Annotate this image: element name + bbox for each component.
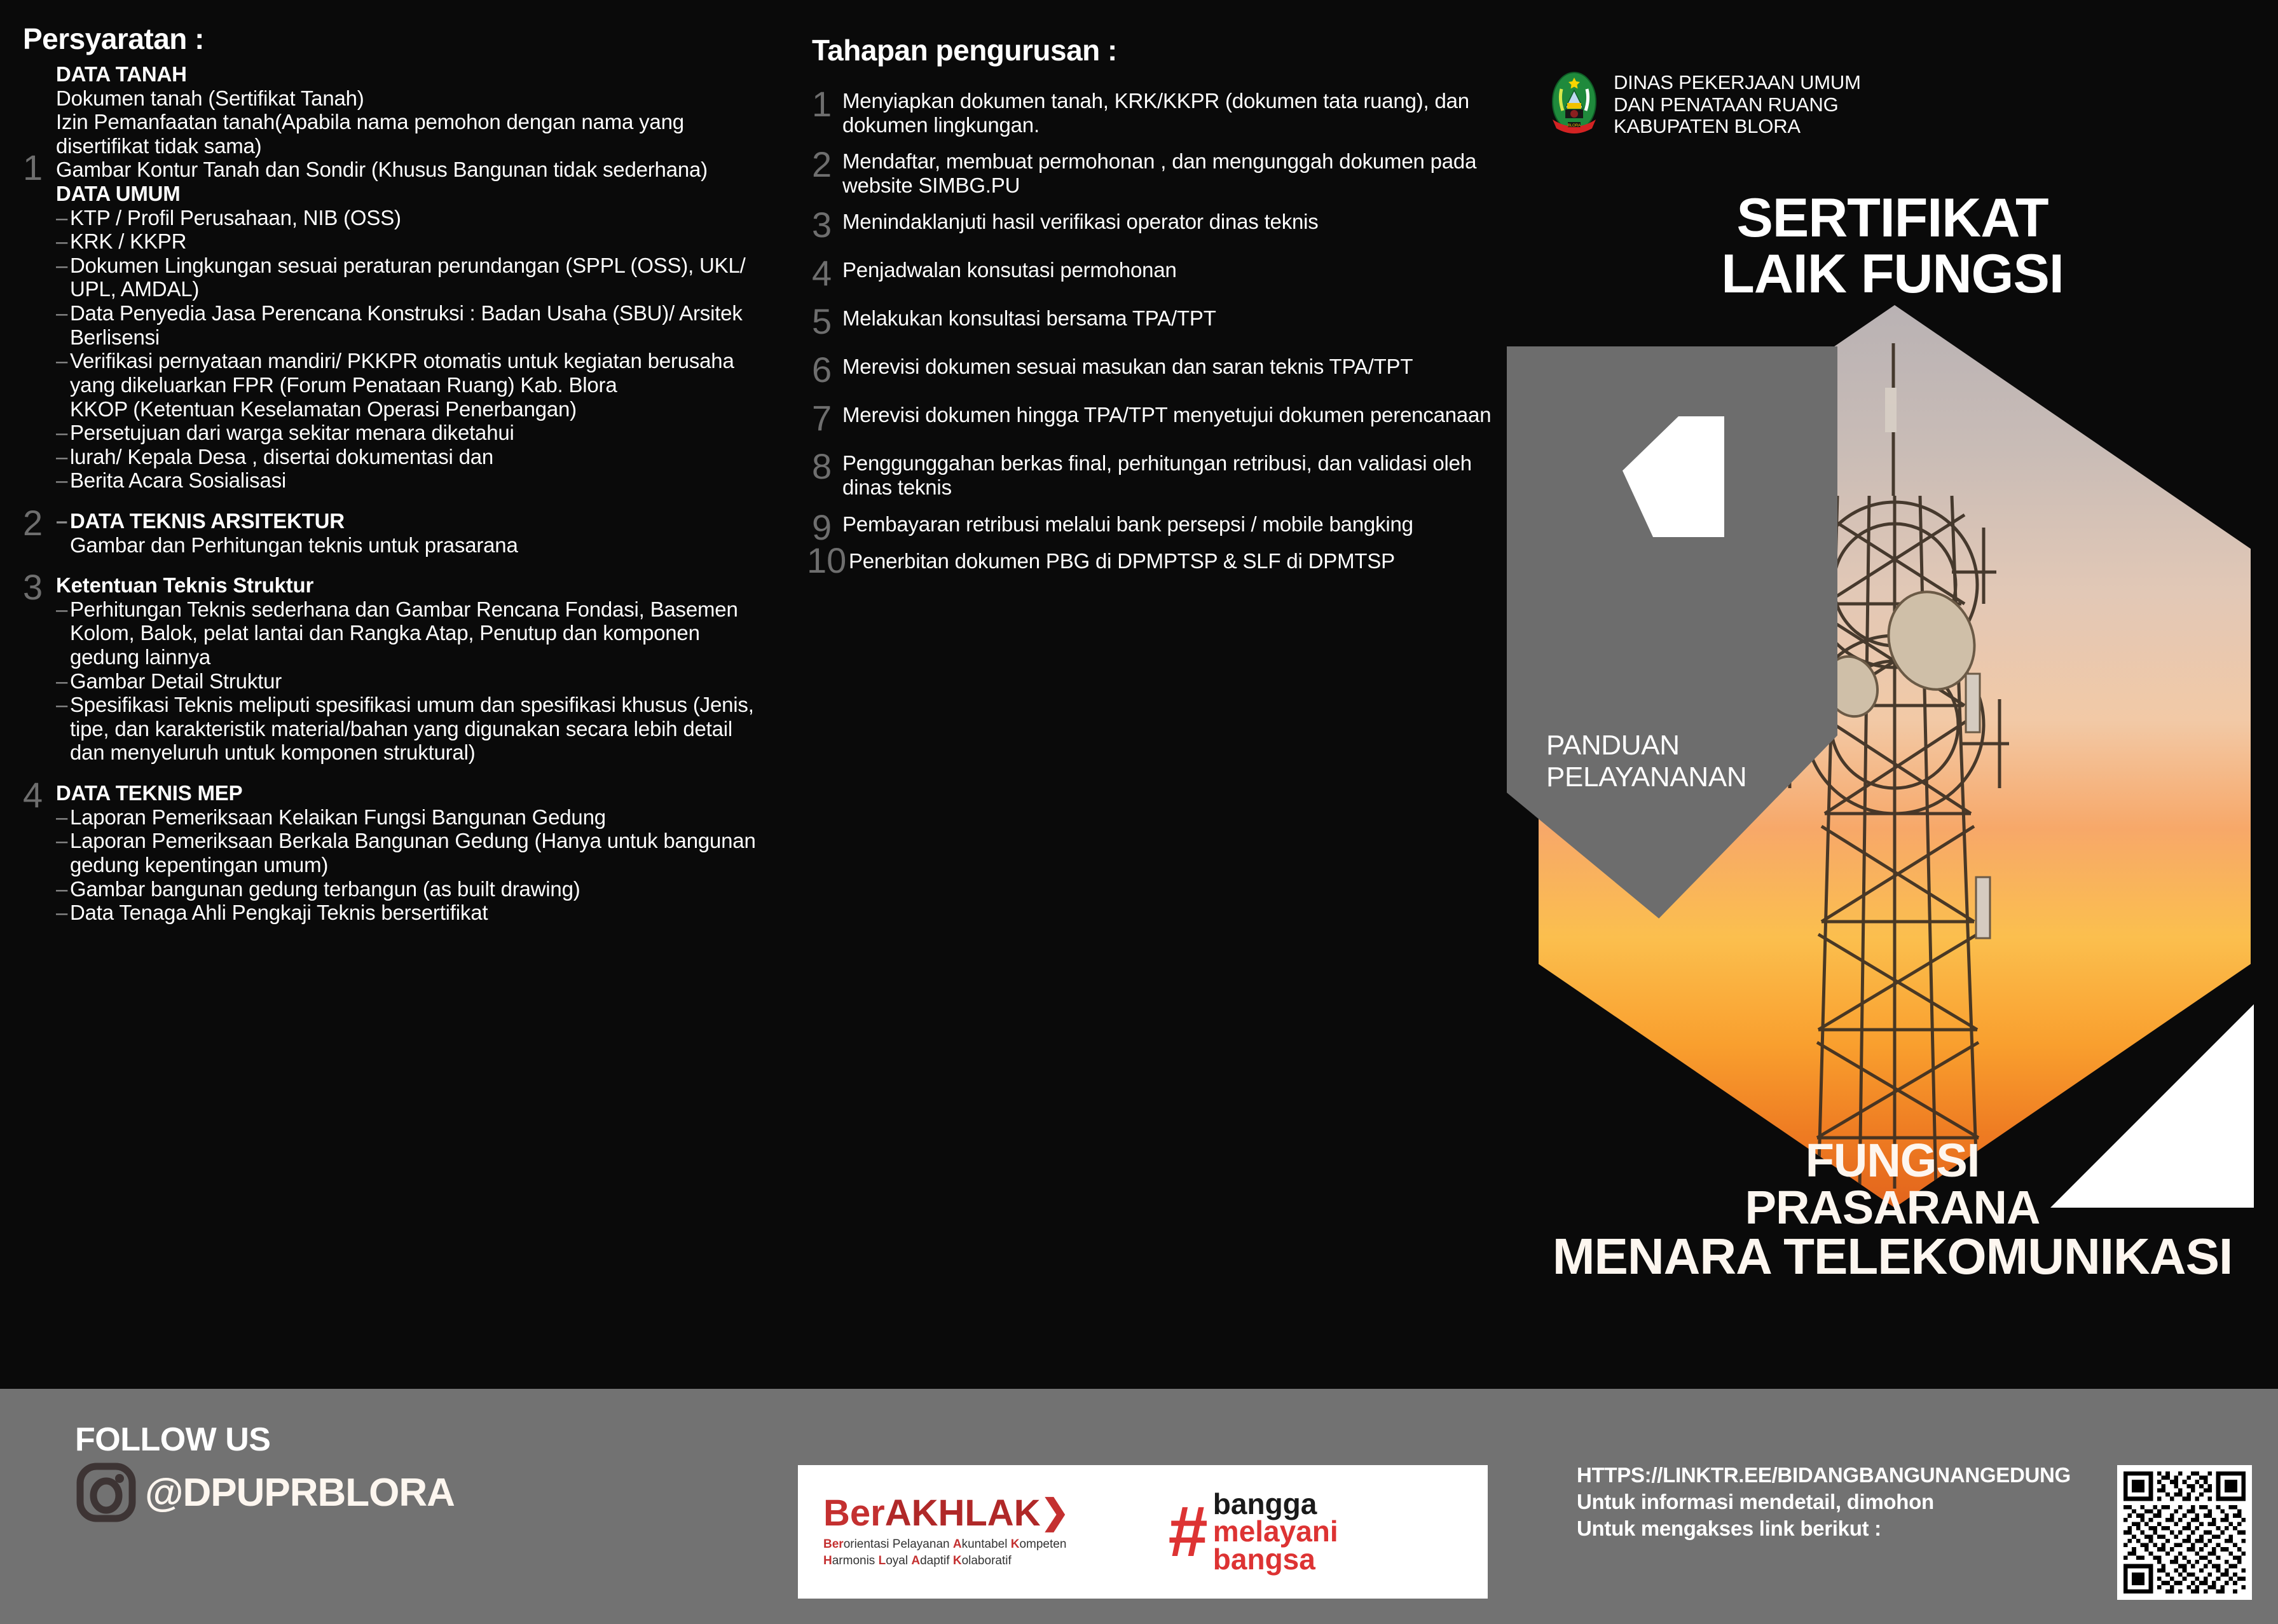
list-item: – Persetujuan dari warga sekitar menara diketahui — [56, 421, 763, 445]
berakhlak-akhlak: AKHLAK — [884, 1492, 1041, 1534]
link-note-1: Untuk informasi mendetail, dimohon — [1577, 1490, 1934, 1514]
list-item: – Laporan Pemeriksaan Kelaikan Fungsi Bangunan Gedung — [56, 805, 763, 829]
step-text: Merevisi dokumen hingga TPA/TPT menyetujui dokumen perencanaan — [842, 403, 1492, 427]
group-1-items — [56, 206, 763, 493]
blora-regency-crest-icon — [1546, 70, 1602, 140]
step-text: Menyiapkan dokumen tanah, KRK/KKPR (dokumen tata ruang), dan dokumen lingkungan. — [842, 89, 1469, 137]
group-1-head-1: Dokumen tanah (Sertifikat Tanah) — [56, 86, 364, 110]
step-number: 9 — [812, 507, 832, 547]
instagram-row[interactable] — [75, 1461, 455, 1524]
group-1-head-3: Gambar Kontur Tanah dan Sondir (Khusus Bangunan tidak sederhana) — [56, 158, 708, 182]
step-text: Merevisi dokumen sesuai masukan dan saran teknis TPA/TPT — [842, 355, 1413, 379]
qr-code[interactable] — [2117, 1465, 2252, 1600]
step-number: 10 — [807, 540, 847, 580]
list-item: – Gambar bangunan gedung terbangun (as built drawing) — [56, 877, 763, 901]
list-item: – Laporan Pemeriksaan Berkala Bangunan Gedung (Hanya untuk bangunan gedung kepentingan umum) — [56, 829, 763, 877]
bangga-line-3: bangsa — [1212, 1542, 1315, 1576]
list-item: – Spesifikasi Teknis meliputi spesifikasi umum dan spesifikasi khusus (Jenis, tipe, dan karakteristik material/bahan yang digunakan secara lebih detail dan menyeluruh untuk komponen struktural) — [56, 693, 763, 765]
list-item: – KTP / Profil Perusahaan, NIB (OSS) — [56, 206, 763, 230]
step-number: 4 — [812, 253, 832, 294]
group-2-title: – DATA TEKNIS ARSITEKTUR — [56, 509, 763, 533]
cover-title: SERTIFIKAT LAIK FUNGSI — [1721, 188, 2064, 304]
list-item: – lurah/ Kepala Desa , disertai dokumentasi dan — [56, 445, 763, 469]
link-note-2: Untuk mengakses link berikut : — [1577, 1517, 1881, 1541]
process-heading: Tahapan pengurusan : — [812, 34, 1117, 67]
subject-line-2: PRASARANA — [1745, 1181, 2040, 1234]
step-text: Melakukan konsultasi bersama TPA/TPT — [842, 306, 1216, 331]
process-step — [812, 144, 1494, 197]
subject-line-1: FUNGSI — [1805, 1134, 1980, 1187]
list-item: – Gambar Detail Struktur — [56, 669, 763, 693]
process-step — [812, 446, 1494, 500]
step-text: Pembayaran retribusi melalui bank persepsi / mobile bangking — [842, 512, 1413, 536]
subject-line-3: MENARA TELEKOMUNIKASI — [1552, 1228, 2233, 1285]
process-step — [807, 540, 1494, 585]
step-text: Penjadwalan konsutasi permohonan — [842, 258, 1177, 282]
list-item: – Berita Acara Sosialisasi — [56, 468, 763, 493]
department-name: DINAS PEKERJAAN UMUM DAN PENATAAN RUANG KABUPATEN BLORA — [1614, 71, 1861, 138]
bangga-line-1: bangga — [1212, 1487, 1317, 1521]
list-item: – Data Tenaga Ahli Pengkaji Teknis bersertifikat — [56, 901, 763, 925]
group-number-3: 3 — [23, 567, 43, 608]
instagram-icon — [75, 1461, 137, 1524]
hashtag-icon: # — [1168, 1492, 1208, 1572]
berakhlak-logo — [798, 1492, 1143, 1569]
step-number: 1 — [812, 84, 832, 124]
berakhlak-tagline: Berorientasi Pelayanan Akuntabel Kompeten Harmonis Loyal Adaptif Kolaboratif — [823, 1537, 1067, 1567]
group-number-2: 2 — [23, 502, 43, 543]
group-2-items — [56, 509, 763, 533]
group-1-head-4: DATA UMUM — [56, 182, 181, 206]
partner-logos-card — [798, 1465, 1488, 1599]
requirement-group-4 — [23, 775, 763, 925]
group-4-items — [56, 805, 763, 925]
step-number: 5 — [812, 301, 832, 342]
berakhlak-ber: Ber — [823, 1492, 885, 1534]
list-item: – Perhitungan Teknis sederhana dan Gambar Rencana Fondasi, Basemen Kolom, Balok, pelat lantai dan Rangka Atap, Penutup dan komponen gedung lainnya — [56, 597, 763, 669]
step-text: Penerbitan dokumen PBG di DPMPTSP & SLF di DPMTSP — [849, 549, 1395, 573]
list-item: – Data Penyedia Jasa Perencana Konstruksi : Badan Usaha (SBU)/ Arsitek Berlisensi — [56, 301, 763, 349]
group-number-1: 1 — [23, 147, 43, 188]
process-step — [812, 253, 1494, 294]
follow-us-label: FOLLOW US — [75, 1421, 271, 1458]
requirements-column — [0, 0, 782, 1389]
svg-text:BLORA: BLORA — [1567, 124, 1581, 128]
step-number: 7 — [812, 398, 832, 439]
step-number: 6 — [812, 350, 832, 390]
cover-subject-title — [1507, 1134, 2278, 1285]
step-number: 8 — [812, 446, 832, 487]
step-text: Mendaftar, membuat permohonan , dan mengunggah dokumen pada website SIMBG.PU — [842, 149, 1477, 197]
instagram-handle: @DPUPRBLORA — [145, 1470, 455, 1515]
bangga-melayani-bangsa-logo — [1143, 1487, 1488, 1576]
requirements-heading: Persyaratan : — [23, 22, 204, 55]
process-step — [812, 398, 1494, 439]
panduan-label: PANDUAN PELAYANANAN — [1546, 730, 1747, 793]
department-logo-row — [1546, 70, 1861, 140]
cover-panel — [1507, 0, 2278, 1389]
linktree-url[interactable]: HTTPS://LINKTR.EE/BIDANGBANGUNANGEDUNG — [1577, 1463, 2071, 1487]
requirement-group-1 — [23, 62, 763, 493]
process-step — [812, 301, 1494, 342]
group-2-subtitle: Gambar dan Perhitungan teknis untuk prasarana — [70, 533, 518, 557]
process-step — [812, 350, 1494, 390]
step-text: Menindaklanjuti hasil verifikasi operator dinas teknis — [842, 210, 1319, 234]
bangga-line-2: melayani — [1212, 1515, 1338, 1548]
group-1-head-0: DATA TANAH — [56, 62, 187, 86]
group-1-head-2: Izin Pemanfaatan tanah(Apabila nama pemohon dengan nama yang disertifikat tidak sama) — [56, 110, 684, 158]
group-3-title: Ketentuan Teknis Struktur — [56, 573, 314, 597]
process-steps-column — [798, 0, 1507, 1389]
process-step — [812, 84, 1494, 137]
list-item: KKOP (Ketentuan Keselamatan Operasi Penerbangan) — [70, 397, 577, 421]
follow-us-block — [75, 1421, 455, 1524]
group-3-items — [56, 597, 763, 765]
process-step — [812, 205, 1494, 245]
berakhlak-wordmark — [823, 1492, 1143, 1534]
group-4-title: DATA TEKNIS MEP — [56, 781, 243, 805]
bangga-lines — [1212, 1487, 1338, 1576]
step-number: 3 — [812, 205, 832, 245]
list-item: – Verifikasi pernyataan mandiri/ PKKPR otomatis untuk kegiatan berusaha yang dikeluarkan FPR (Forum Penataan Ruang) Kab. Blora — [56, 349, 763, 397]
list-item: – Dokumen Lingkungan sesuai peraturan perundangan (SPPL (OSS), UKL/ UPL, AMDAL) — [56, 254, 763, 301]
requirement-group-3 — [23, 567, 763, 765]
group-number-4: 4 — [23, 775, 43, 815]
link-info-block — [1577, 1462, 2136, 1543]
berakhlak-caret-icon: ❯ — [1040, 1492, 1069, 1531]
process-step — [812, 507, 1494, 548]
requirement-group-2 — [23, 502, 763, 557]
list-item: – KRK / KKPR — [56, 229, 763, 254]
step-text: Penggunggahan berkas final, perhitungan retribusi, dan validasi oleh dinas teknis — [842, 451, 1472, 500]
step-number: 2 — [812, 144, 832, 185]
